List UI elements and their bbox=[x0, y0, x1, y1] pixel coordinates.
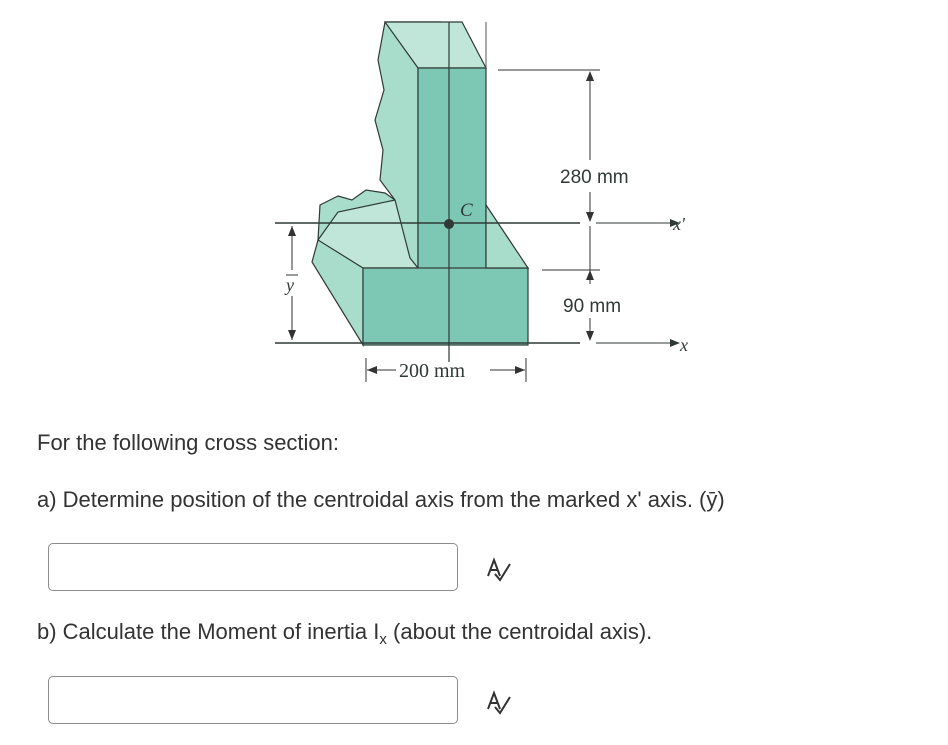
dim-280-label: 280 mm bbox=[560, 167, 629, 188]
dim-280-arrow-bottom-icon bbox=[586, 212, 594, 222]
equation-symbol-icon[interactable] bbox=[480, 685, 516, 721]
centroid-point bbox=[444, 219, 454, 229]
flange-front-face bbox=[363, 268, 528, 345]
part-b-prefix: b) Calculate the Moment of inertia I bbox=[37, 619, 380, 644]
part-b-subscript: x bbox=[379, 631, 387, 648]
x-label: x bbox=[680, 335, 688, 355]
dim-90-label: 90 mm bbox=[563, 296, 622, 317]
dim-90-arrow-bottom-icon bbox=[586, 331, 594, 341]
flange-right-side bbox=[486, 205, 528, 268]
question-part-a: a) Determine position of the centroidal axis from the marked x' axis. (ȳ) bbox=[37, 487, 725, 512]
ybar-arrow-top-icon bbox=[288, 226, 296, 236]
answer-b-input[interactable] bbox=[48, 676, 458, 724]
x-prime-label: x' bbox=[673, 214, 685, 234]
ybar-arrow-bottom-icon bbox=[288, 330, 296, 340]
dim-200-arrow-left-icon bbox=[367, 366, 377, 374]
equation-symbol-icon[interactable] bbox=[480, 552, 516, 588]
web-front-face bbox=[418, 68, 486, 270]
part-b-suffix: (about the centroidal axis). bbox=[386, 619, 653, 644]
dim-200-label: 200 mm bbox=[399, 360, 466, 382]
dim-280-arrow-top-icon bbox=[586, 71, 594, 81]
dim-90-arrow-top-icon bbox=[586, 270, 594, 280]
ybar-label: y bbox=[286, 275, 294, 295]
centroid-label: C bbox=[460, 200, 473, 221]
question-part-b bbox=[37, 619, 653, 648]
answer-a-input[interactable] bbox=[48, 543, 458, 591]
question-intro: For the following cross section: bbox=[37, 430, 340, 455]
dim-200-arrow-right-icon bbox=[515, 366, 525, 374]
x-arrow-icon bbox=[670, 339, 680, 347]
